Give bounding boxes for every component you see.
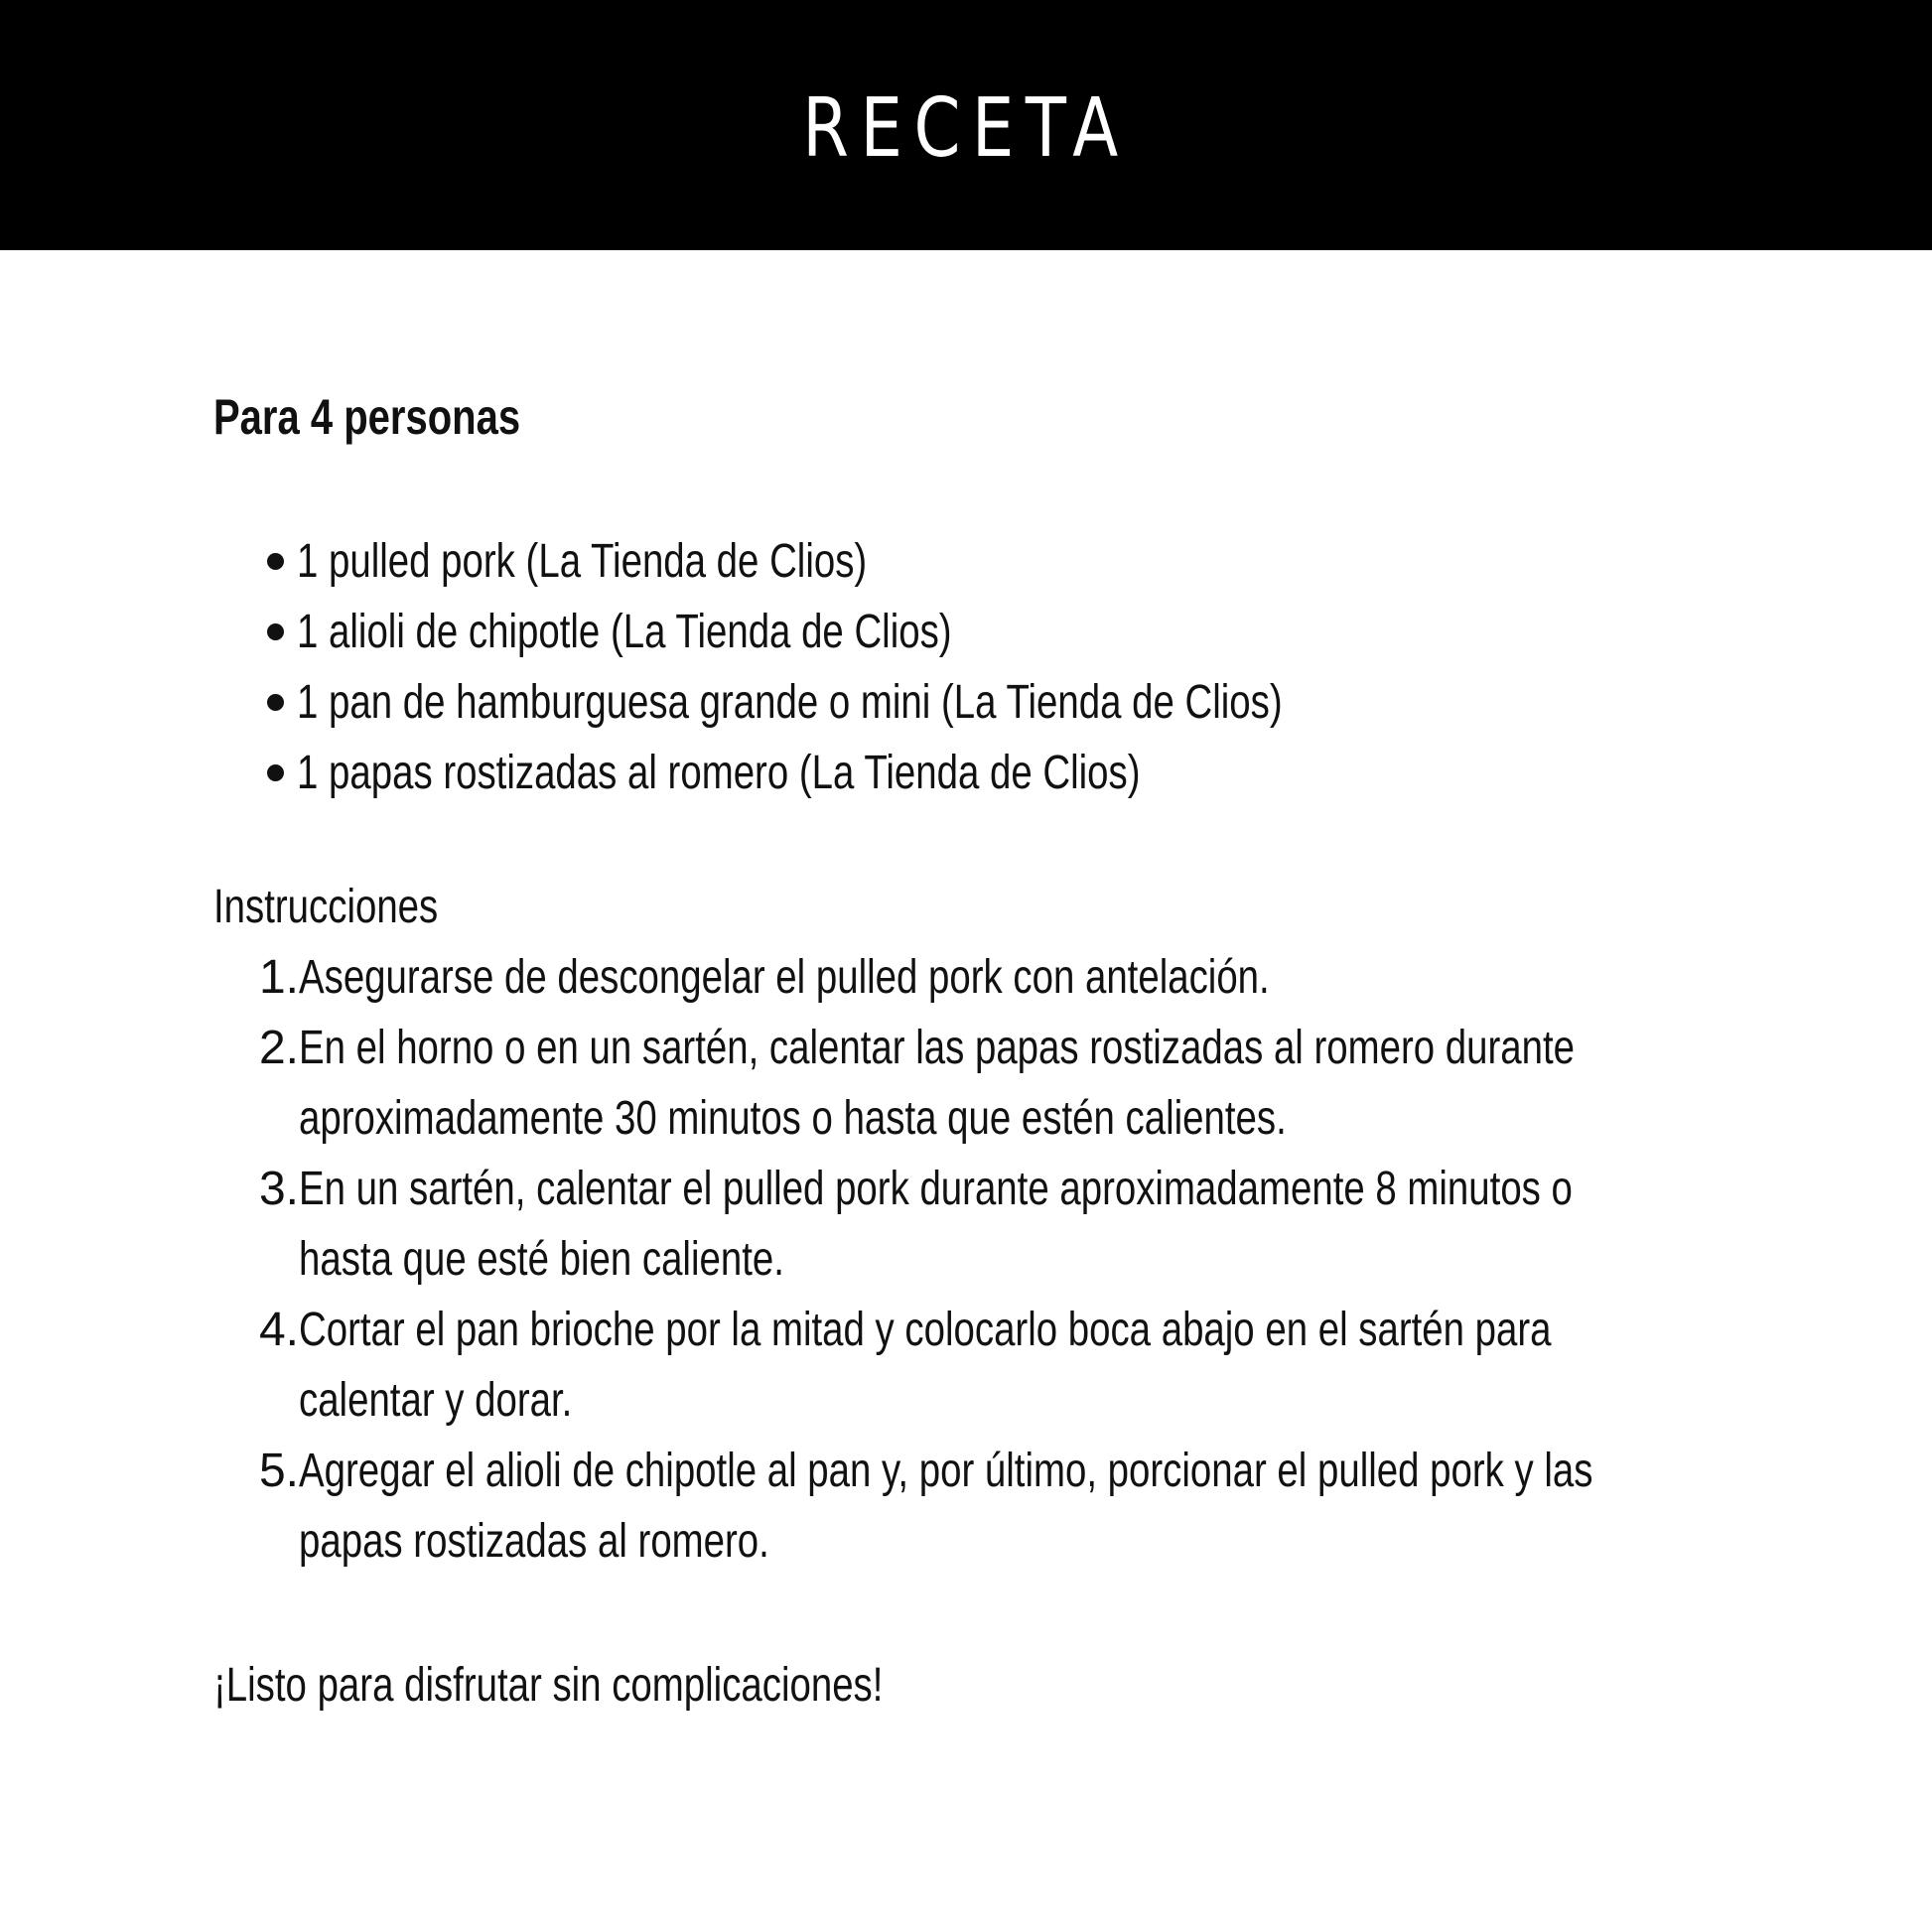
instruction-step: [213, 1013, 1762, 1154]
bullet-icon: [267, 694, 284, 711]
instruction-step: [213, 1436, 1762, 1577]
step-number: 3.: [258, 1163, 299, 1215]
step-line: hasta que esté bien caliente.: [299, 1233, 784, 1286]
step-number: 1.: [258, 951, 299, 1004]
bullet-icon: [267, 623, 284, 640]
page-title: RECETA: [802, 81, 1130, 176]
instructions-heading: Instrucciones: [213, 881, 439, 933]
step-line: En el horno o en un sartén, calentar las papas rostizadas al romero durante: [299, 1022, 1576, 1074]
ingredient-text: 1 alioli de chipotle (La Tienda de Clios): [297, 606, 952, 658]
step-line: En un sartén, calentar el pulled pork durante aproximadamente 8 minutos o: [299, 1163, 1573, 1215]
step-line: aproximadamente 30 minutos o hasta que estén calientes.: [299, 1092, 1287, 1145]
ingredient-text: 1 papas rostizadas al romero (La Tienda de Clios): [297, 747, 1141, 799]
bullet-icon: [267, 553, 284, 570]
step-number: 4.: [258, 1304, 299, 1356]
bullet-icon: [267, 764, 284, 781]
recipe-content: [213, 387, 1762, 1712]
instruction-steps: [213, 942, 1762, 1577]
step-line: papas rostizadas al romero.: [299, 1515, 769, 1568]
servings-heading: Para 4 personas: [213, 389, 521, 445]
step-line: calentar y dorar.: [299, 1374, 573, 1427]
step-line: Asegurarse de descongelar el pulled pork con antelación.: [299, 951, 1270, 1004]
recipe-header: [0, 0, 1932, 250]
step-line: Agregar el alioli de chipotle al pan y, por último, porcionar el pulled pork y las: [299, 1445, 1593, 1497]
step-number: 5.: [258, 1445, 299, 1497]
step-number: 2.: [258, 1022, 299, 1074]
ingredient-text: 1 pulled pork (La Tienda de Clios): [297, 535, 868, 588]
closing-note: ¡Listo para disfrutar sin complicaciones!: [213, 1659, 884, 1712]
instruction-step: [213, 1295, 1762, 1436]
ingredient-text: 1 pan de hamburguesa grande o mini (La Tienda de Clios): [297, 676, 1283, 729]
instruction-step: [213, 1154, 1762, 1295]
instruction-step: [213, 942, 1762, 1013]
step-line: Cortar el pan brioche por la mitad y colocarlo boca abajo en el sartén para: [299, 1304, 1552, 1356]
